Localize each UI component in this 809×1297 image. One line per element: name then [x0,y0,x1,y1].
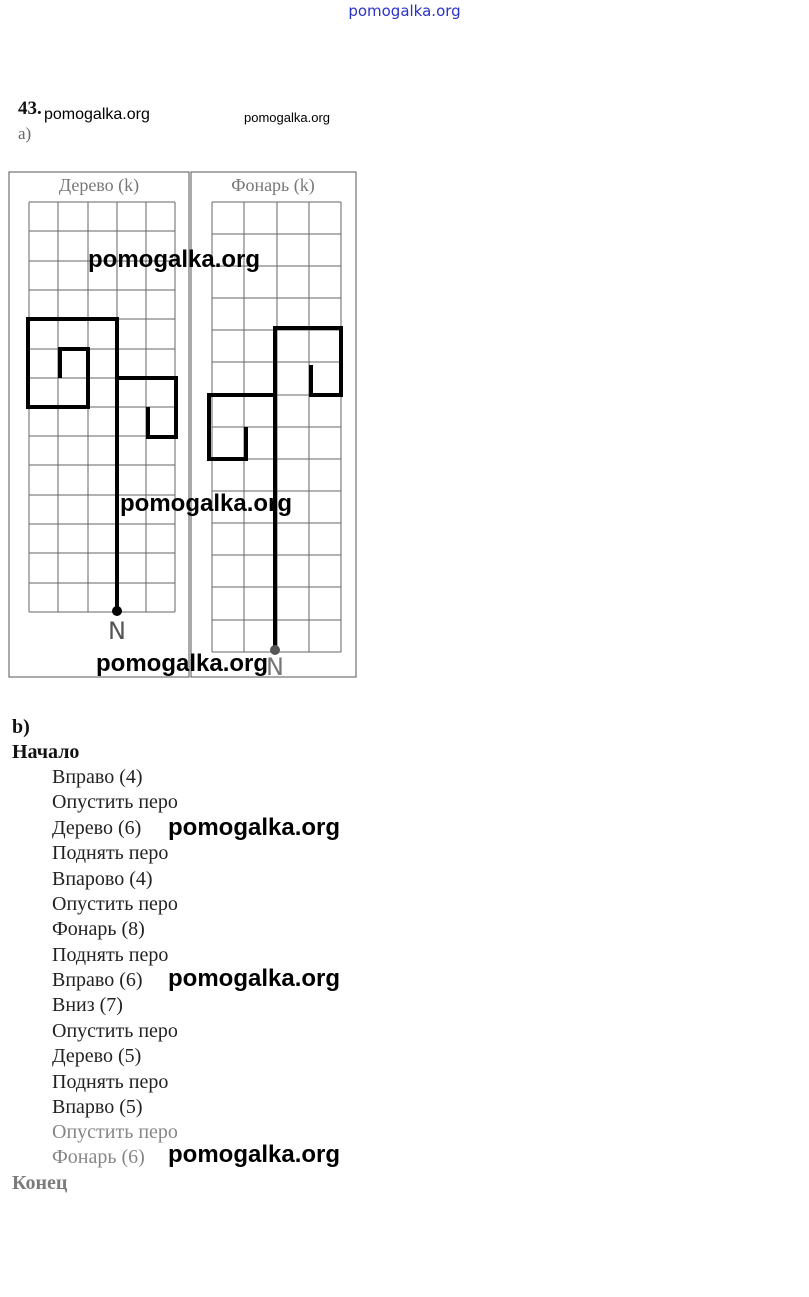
tree-label: Дерево (k) [58,175,140,195]
tree-start-dot [112,606,122,616]
watermark: pomogalka.org [168,965,341,992]
program-line: Вправо (4) [52,766,143,788]
watermark: pomogalka.org [88,246,261,273]
program-line: Опустить перо [52,1121,178,1143]
program-line: Вправо (6) [52,969,143,991]
program-end: Конец [12,1172,68,1194]
program-line: Опустить перо [52,791,178,813]
program-line: Фонарь (6) [52,1146,145,1168]
watermark: pomogalka.org [120,490,293,517]
exercise-number: 43. [18,98,42,119]
part-b-label: b) [12,716,30,738]
watermark: pomogalka.org [168,1141,341,1168]
part-a-label: a) [18,124,32,143]
program-line: Поднять перо [52,944,169,966]
tree-start-marker: N [108,617,126,645]
program-line: Поднять перо [52,1071,169,1093]
program-line: Поднять перо [52,842,169,864]
grid-figure [0,165,360,685]
lamp-start-marker: N [266,653,284,681]
site-header-link[interactable]: pomogalka.org [348,2,461,20]
program-line: Дерево (6) [52,817,142,839]
program-line: Опустить перо [52,1020,178,1042]
lamp-path [275,328,341,650]
watermark: pomogalka.org [44,106,150,123]
program-line: Фонарь (8) [52,918,145,940]
watermark: pomogalka.org [168,814,341,841]
watermark: pomogalka.org [96,650,269,677]
lamp-label: Фонарь (k) [231,175,315,195]
program-begin: Начало [12,741,80,763]
program-line: Дерево (5) [52,1045,142,1067]
watermark: pomogalka.org [244,110,330,125]
program-line: Вниз (7) [52,994,123,1016]
program-line: Опустить перо [52,893,178,915]
program-line: Впарово (4) [52,868,153,890]
program-line: Впарво (5) [52,1096,143,1118]
